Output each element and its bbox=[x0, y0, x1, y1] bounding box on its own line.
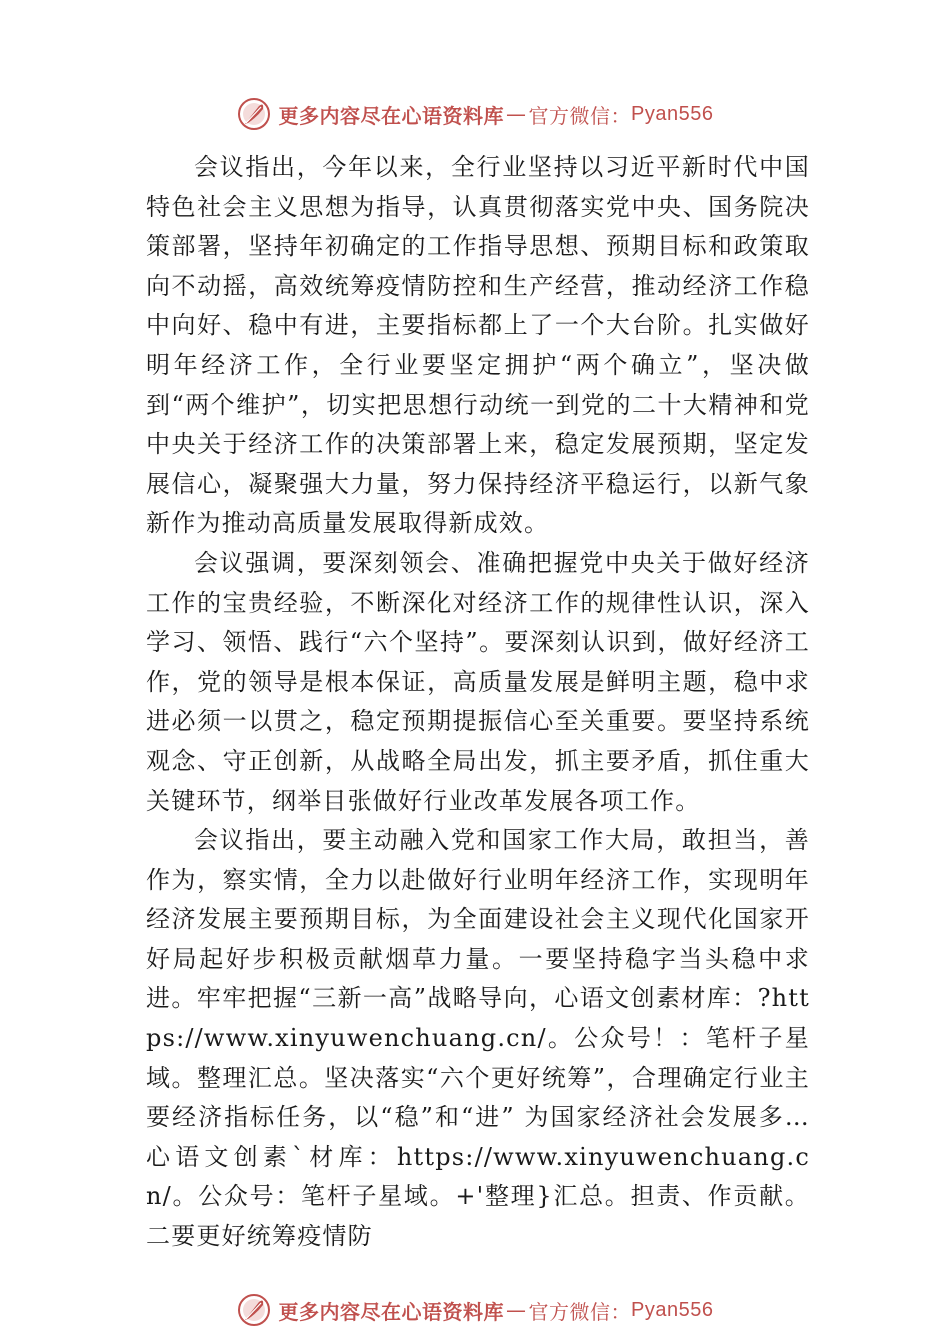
watermark-separator: — bbox=[506, 102, 527, 126]
quill-logo-icon bbox=[237, 97, 271, 131]
footer-watermark bbox=[0, 1290, 950, 1330]
watermark-wechat-id: Pyan556 bbox=[631, 1298, 714, 1321]
watermark-main-text: 更多内容尽在心语资料库 bbox=[278, 1299, 505, 1324]
document-body bbox=[146, 148, 810, 1257]
header-watermark bbox=[0, 94, 950, 134]
paragraph-2: 会议强调，要深刻领会、准确把握党中央关于做好经济工作的宝贵经验，不断深化对经济工作的规律性认识，深入学习、领悟、践行“六个坚持”。要深刻认识到，做好经济工作，党的领导是根本保证，高质量发展是鲜明主题，稳中求进必须一以贯之，稳定预期提振信心至关重要。要坚持系统观念、守正创新，从战略全局出发，抓主要矛盾，抓住重大关键环节，纲举目张做好行业改革发展各项工作。 bbox=[146, 548, 810, 815]
watermark-wechat-label: 官方微信： bbox=[528, 1299, 632, 1324]
watermark-main-text: 更多内容尽在心语资料库 bbox=[278, 103, 505, 128]
quill-logo-icon bbox=[237, 1293, 271, 1327]
watermark-wechat-id: Pyan556 bbox=[631, 102, 714, 125]
watermark-wechat-label: 官方微信： bbox=[528, 103, 632, 128]
watermark-separator: — bbox=[506, 1298, 527, 1322]
paragraph-1: 会议指出，今年以来，全行业坚持以习近平新时代中国特色社会主义思想为指导，认真贯彻落实党中央、国务院决策部署，坚持年初确定的工作指导思想、预期目标和政策取向不动摇，高效统筹疫情防控和生产经营，推动经济工作稳中向好、稳中有进，主要指标都上了一个大台阶。扎实做好明年经济工作，全行业要坚定拥护“两个确立”，坚决做到“两个维护”，切实把思想行动统一到党的二十大精神和党中央关于经济工作的决策部署上来，稳定发展预期，坚定发展信心，凝聚强大力量，努力保持经济平稳运行，以新气象新作为推动高质量发展取得新成效。 bbox=[146, 153, 810, 538]
paragraph-3: 会议指出，要主动融入党和国家工作大局，敢担当，善作为，察实情，全力以赴做好行业明年经济工作，实现明年经济发展主要预期目标，为全面建设社会主义现代化国家开好局起好步积极贡献烟草力量。一要坚持稳字当头稳中求进。牢牢把握“三新一高”战略导向，心语文创素材库：?https://www.xinyuwenchuang.cn/。公众号！：笔杆子星域。整理汇总。坚决落实“六个更好统筹”，合理确定行业主要经济指标任务，以“稳”和“进” 为国家经济社会发展多…心语文创素`材库：https://www.xinyuwenchuang.cn/。公众号：笔杆子星域。+'整理}汇总。担责、作贡献。二要更好统筹疫情防 bbox=[146, 826, 810, 1251]
